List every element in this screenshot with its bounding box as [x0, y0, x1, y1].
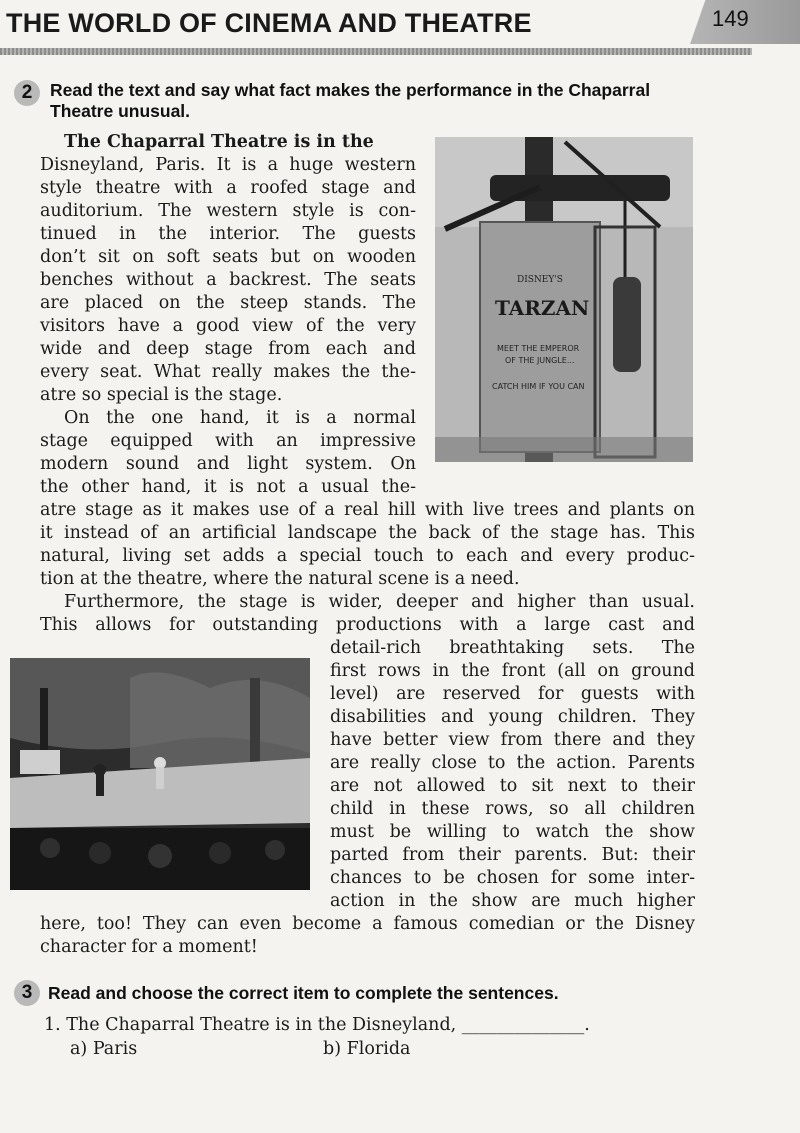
text-line: The Chaparral Theatre is in the	[64, 132, 374, 152]
poster-tarzan-text: TARZAN	[495, 296, 590, 320]
text-line: wide and deep stage from each and	[40, 339, 416, 359]
page-number: 149	[712, 6, 749, 31]
poster-tagline-3: CATCH HIM IF YOU CAN	[492, 382, 585, 391]
task-3-instruction: Read and choose the correct item to complete the sentences.	[48, 983, 559, 1003]
text-line: This allows for outstanding productions with a large cast and	[40, 615, 695, 635]
poster-tagline-1: MEET THE EMPEROR	[497, 344, 580, 353]
text-line: don’t sit on soft seats but on wooden	[40, 247, 416, 267]
text-line: Furthermore, the stage is wider, deeper and higher than usual.	[64, 592, 695, 612]
text-line: it instead of an artificial landscape the back of the stage has. This	[40, 523, 695, 543]
text-line: natural, living set adds a special touch to each and every produc-	[40, 546, 695, 566]
text-line: stage equipped with an impressive	[40, 431, 416, 451]
text-line: disabilities and young children. They	[330, 707, 695, 727]
text-line: character for a moment!	[40, 937, 258, 957]
poster-tagline-2: OF THE JUNGLE...	[505, 356, 575, 365]
text-line: here, too! They can even become a famous comedian or the Disney	[40, 914, 695, 934]
header-rule	[0, 48, 752, 55]
text-line: level) are reserved for guests with	[330, 684, 695, 704]
text-line: are really close to the action. Parents	[330, 753, 695, 773]
text-line: must be willing to watch the show	[330, 822, 695, 842]
text-line: benches without a backrest. The seats	[40, 270, 416, 290]
option-b: b) Florida	[323, 1039, 411, 1059]
text-line: child in these rows, so all children	[330, 799, 695, 819]
chapter-title: THE WORLD OF CINEMA AND THEATRE	[6, 8, 532, 38]
text-line: parted from their parents. But: their	[330, 845, 695, 865]
text-line: first rows in the front (all on ground	[330, 661, 695, 681]
text-line: modern sound and light system. On	[40, 454, 416, 474]
text-line: detail-rich breathtaking sets. The	[330, 638, 695, 658]
poster-disney-text: DISNEY'S	[517, 275, 563, 285]
question-1: 1. The Chaparral Theatre is in the Disneyland, ______________.	[44, 1015, 590, 1035]
text-line: have better view from there and they	[330, 730, 695, 750]
option-a: a) Paris	[70, 1039, 138, 1059]
text-line: are not allowed to sit next to their	[330, 776, 695, 796]
task-3-number: 3	[14, 980, 40, 1006]
text-line: tinued in the interior. The guests	[40, 224, 416, 244]
text-line: chances to be chosen for some inter-	[330, 868, 695, 888]
text-line: the other hand, it is not a usual the-	[40, 477, 416, 497]
task-2-instruction: Read the text and say what fact makes the performance in the Chaparral Theatre unusual.	[50, 80, 651, 121]
tarzan-poster-photo	[435, 137, 693, 462]
text-line: Disneyland, Paris. It is a huge western	[40, 155, 416, 175]
text-line: On the one hand, it is a normal	[64, 408, 416, 428]
text-line: auditorium. The western style is con-	[40, 201, 416, 221]
text-line: visitors have a good view of the very	[40, 316, 416, 336]
text-line: style theatre with a roofed stage and	[40, 178, 416, 198]
text-line: tion at the theatre, where the natural scene is a need.	[40, 569, 520, 589]
text-line: atre so special is the stage.	[40, 385, 283, 405]
text-line: every seat. What really makes the the-	[40, 362, 416, 382]
text-line: atre stage as it makes use of a real hill with live trees and plants on	[40, 500, 695, 520]
text-line: are placed on the steep stands. The	[40, 293, 416, 313]
stage-performance-photo	[10, 658, 310, 890]
task-2-number: 2	[14, 80, 40, 106]
text-line: action in the show are much higher	[330, 891, 695, 911]
